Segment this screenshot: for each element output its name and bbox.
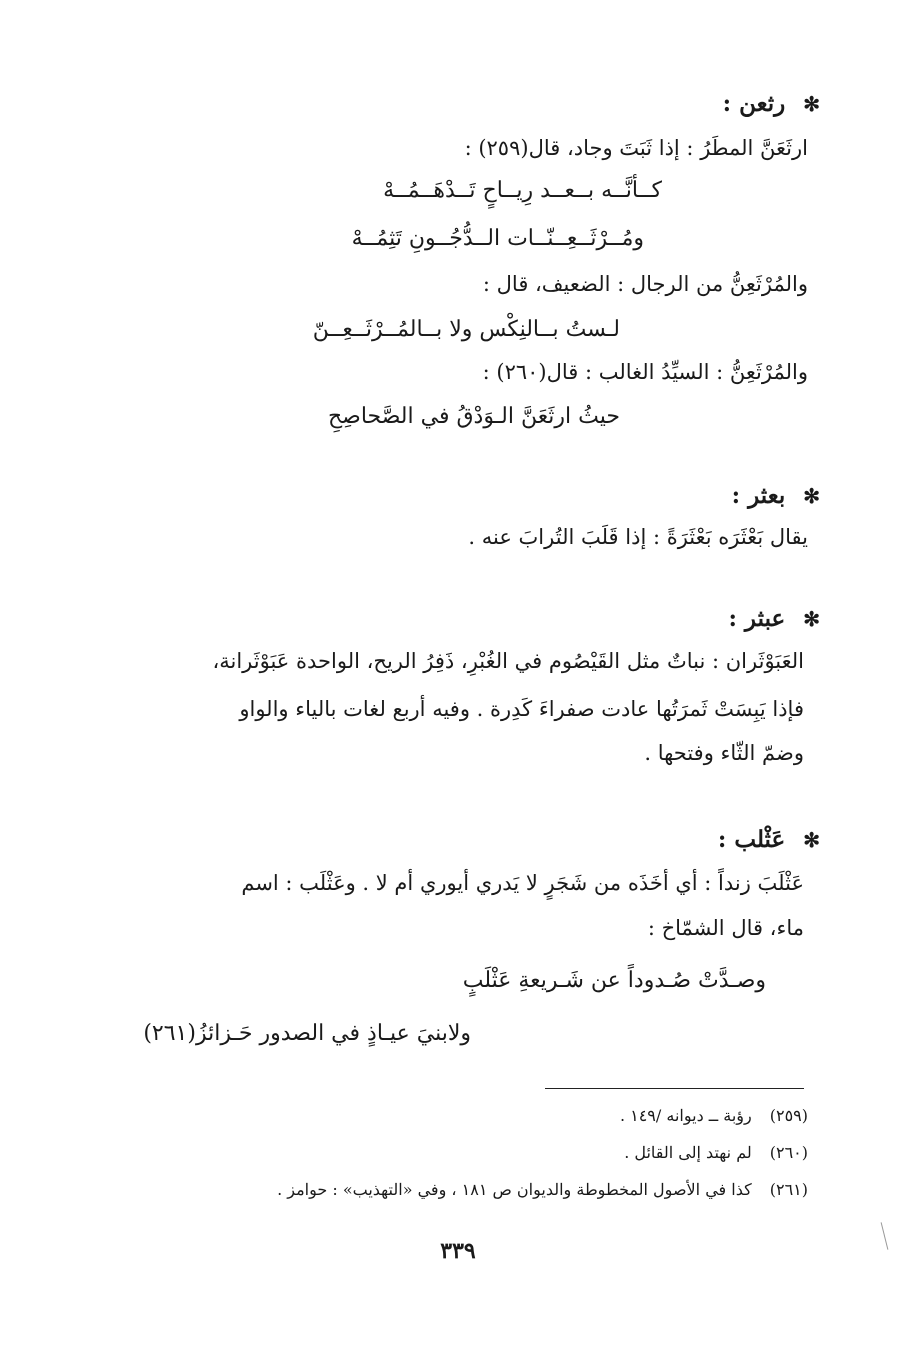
- footnote-number: (٢٦٠): [769, 1143, 808, 1162]
- entry-line: والمُرْثَعِنُّ من الرجال : الضعيف، قال :: [482, 272, 808, 296]
- footnote: [624, 1143, 808, 1162]
- headword-label: عَثْلب :: [717, 826, 786, 853]
- headword-label: بعثر :: [731, 482, 786, 509]
- footnote-number: (٢٥٩): [769, 1106, 808, 1125]
- footnote: [277, 1180, 808, 1199]
- entry-line: عَثْلَبَ زنداً : أي أخَذَه من شَجَرٍ لا يَدري أيوري أم لا . وعَثْلَب : اسم: [241, 871, 804, 895]
- asterisk-icon: ✻: [803, 92, 820, 116]
- verse-line: لـستُ بــالنِكْس ولا بــالمُــرْثَــعِــنّ: [312, 317, 620, 342]
- headword-abthar: [728, 605, 820, 632]
- entry-line: يقال بَعْثَرَه بَعْثَرَةً : إذا قَلَبَ التُرابَ عنه .: [468, 525, 808, 549]
- verse-line: كــأنَّــه بــعــد رِيــاحٍ تَــدْهَــمُــهْ: [383, 178, 662, 203]
- verse-line: ولابنيَ عيـاذٍ في الصدور حَـزائزُ(٢٦١): [143, 1021, 471, 1046]
- entry-line: ارثَعَنَّ المطَرُ : إذا ثَبَتَ وجاد، قال(٢٥٩) :: [464, 136, 808, 160]
- asterisk-icon: ✻: [803, 828, 820, 852]
- asterisk-icon: ✻: [803, 607, 820, 631]
- entry-line: ماء، قال الشمّاخ :: [647, 916, 804, 940]
- footnote: [620, 1106, 808, 1125]
- verse-line: حيثُ ارثَعَنَّ الـوَدْقُ في الصَّحاصِحِ: [327, 404, 620, 429]
- page-number: ٣٣٩: [440, 1238, 476, 1264]
- verse-line: وصـدَّتْ صُـدوداً عن شَـريعةِ عَثْلَبٍ: [462, 968, 766, 993]
- entry-line: العَبَوْثَران : نباتٌ مثل القَيْصُوم في الغُبْرِ، ذَفِرُ الريح، الواحدة عَبَوْثَرانة،: [212, 649, 804, 673]
- footnote-text: رؤبة ــ ديوانه /١٤٩ .: [619, 1106, 752, 1125]
- headword-rathan: [723, 90, 820, 117]
- footnote-divider: [545, 1088, 804, 1089]
- footnote-text: كذا في الأصول المخطوطة والديوان ص ١٨١ ، وفي «التهذيب» : حوامز .: [277, 1180, 752, 1199]
- footnote-number: (٢٦١): [769, 1180, 808, 1199]
- verse-line: ومُــرْثَــعِــنّــات الــدُّجُــونِ تَثِمُــهْ: [351, 226, 644, 251]
- headword-label: رثعن :: [722, 90, 786, 117]
- entry-line: فإذا يَبِسَتْ ثَمرَتُها عادت صفراءَ كَدِرة . وفيه أربع لغات بالياء والواو: [239, 697, 804, 721]
- footnote-text: لم نهتد إلى القائل .: [624, 1143, 752, 1162]
- entry-line: وضمّ الثّاء وفتحها .: [644, 741, 804, 765]
- headword-label: عبثر :: [728, 605, 786, 632]
- headword-bathar: [732, 482, 820, 509]
- asterisk-icon: ✻: [803, 484, 820, 508]
- entry-line: والمُرْثَعِنُّ : السيِّدُ الغالب : قال(٢٦٠) :: [482, 360, 808, 384]
- headword-athlab: [718, 826, 820, 853]
